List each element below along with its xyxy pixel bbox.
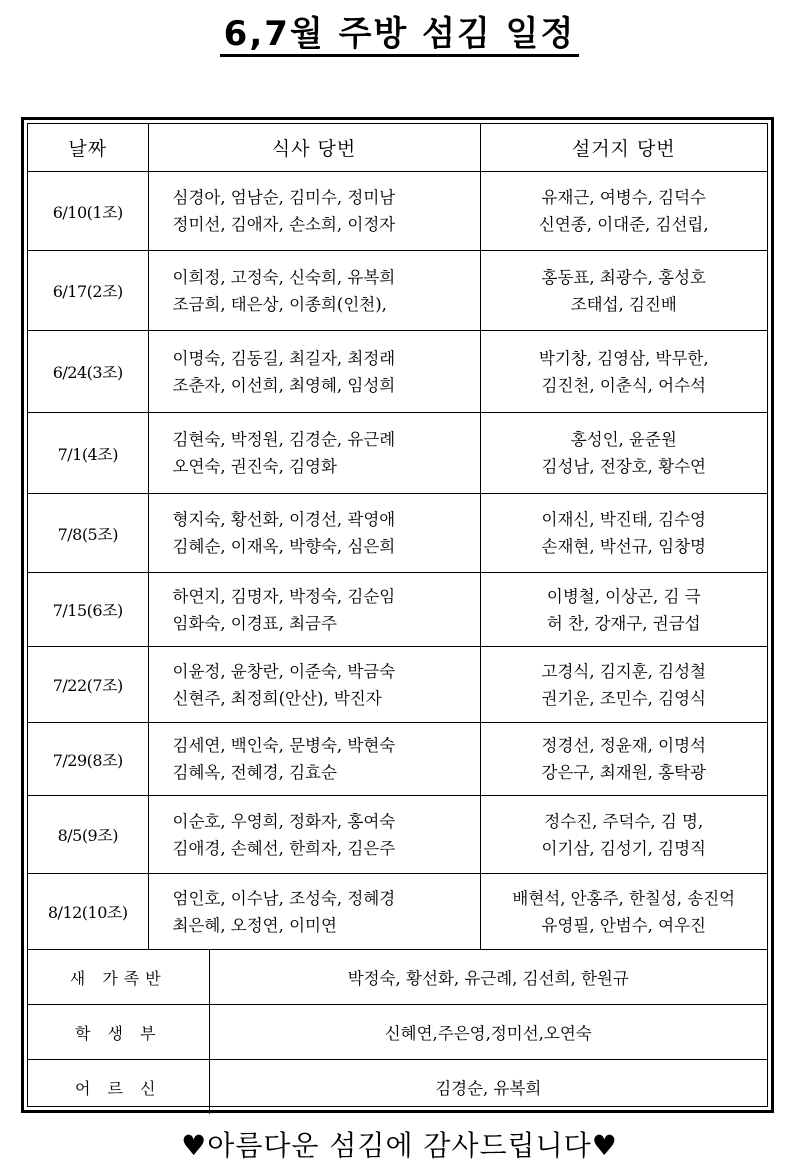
meal-duty-line: 김세연, 백인숙, 문병숙, 박현숙 [172, 736, 396, 755]
wash-duty-line: 신연종, 이대준, 김선립, [538, 215, 709, 234]
schedule-table-inner [27, 123, 768, 1107]
wash-duty-line: 박기창, 김영삼, 박무한, [538, 348, 709, 368]
wash-duty-line: 유영필, 안범수, 여우진 [541, 915, 706, 935]
wash-duty-cell [480, 494, 767, 573]
meal-duty-line: 최은혜, 오정연, 이미연 [172, 915, 337, 935]
table-row [28, 647, 767, 723]
meal-duty-line: 김혜옥, 전혜경, 김효순 [172, 763, 337, 782]
wash-duty-line: 이병철, 이상곤, 김 극 [546, 586, 701, 606]
meal-duty-line: 신현주, 최정희(안산), 박진자 [172, 688, 382, 708]
meal-duty-cell [148, 874, 480, 950]
extra-group-row [28, 1005, 767, 1060]
meal-duty-cell [148, 647, 480, 723]
meal-column-header: 식사 당번 [148, 124, 480, 172]
meal-duty-line: 조금희, 태은상, 이종희(인천), [172, 294, 387, 314]
extra-group-names: 김경순, 유복희 [209, 1060, 767, 1115]
wash-duty-cell [480, 413, 767, 494]
table-row [28, 573, 767, 647]
row-date: 7/15(6조) [28, 573, 148, 647]
table-row [28, 796, 767, 874]
meal-duty-line: 이순호, 우영희, 정화자, 홍여숙 [172, 811, 396, 831]
wash-duty-line: 배현석, 안홍주, 한칠성, 송진억 [512, 888, 736, 908]
wash-duty-cell [480, 172, 767, 251]
wash-duty-cell [480, 573, 767, 647]
schedule-table-frame [21, 117, 774, 1113]
extra-groups-table [28, 950, 767, 1114]
extra-group-label: 학 생 부 [28, 1005, 209, 1060]
row-date: 6/24(3조) [28, 331, 148, 413]
wash-duty-cell [480, 723, 767, 796]
extra-group-row [28, 1060, 767, 1115]
wash-duty-cell [480, 331, 767, 413]
date-column-header: 날짜 [28, 124, 148, 172]
wash-duty-line: 허 찬, 강재구, 권금섭 [546, 613, 701, 633]
row-date: 7/22(7조) [28, 647, 148, 723]
wash-duty-line: 홍성인, 윤준원 [570, 430, 677, 449]
footer-thanks: ♥아름다운 섬김에 감사드립니다♥ [181, 1129, 618, 1162]
meal-duty-line: 임화숙, 이경표, 최금주 [172, 613, 337, 633]
row-date: 7/1(4조) [28, 413, 148, 494]
meal-duty-cell [148, 796, 480, 874]
wash-duty-line: 이재신, 박진태, 김수영 [541, 510, 706, 529]
page-title [0, 12, 799, 56]
meal-duty-cell [148, 331, 480, 413]
meal-duty-line: 하연지, 김명자, 박정숙, 김순임 [172, 586, 396, 606]
meal-duty-line: 심경아, 엄남순, 김미수, 정미남 [172, 188, 396, 207]
meal-duty-cell [148, 172, 480, 251]
wash-duty-line: 권기운, 조민수, 김영식 [541, 688, 706, 708]
meal-duty-cell [148, 723, 480, 796]
meal-duty-line: 이희정, 고정숙, 신숙희, 유복희 [172, 267, 396, 287]
extra-group-label: 새 가족반 [28, 950, 209, 1005]
row-date: 6/17(2조) [28, 251, 148, 331]
wash-duty-line: 김진천, 이춘식, 어수석 [541, 375, 706, 395]
meal-duty-line: 엄인호, 이수남, 조성숙, 정혜경 [172, 888, 396, 908]
extra-group-names: 박정숙, 황선화, 유근례, 김선희, 한원규 [209, 950, 767, 1005]
meal-duty-cell [148, 413, 480, 494]
meal-duty-line: 이윤정, 윤창란, 이준숙, 박금숙 [172, 661, 396, 681]
meal-duty-cell [148, 251, 480, 331]
meal-duty-cell [148, 494, 480, 573]
schedule-table [28, 124, 767, 950]
extra-group-names: 신혜연,주은영,정미선,오연숙 [209, 1005, 767, 1060]
wash-column-header: 설거지 당번 [480, 124, 767, 172]
extra-group-row [28, 950, 767, 1005]
table-row [28, 413, 767, 494]
table-row [28, 251, 767, 331]
table-row [28, 494, 767, 573]
meal-duty-line: 형지숙, 황선화, 이경선, 곽영애 [172, 510, 396, 529]
row-date: 6/10(1조) [28, 172, 148, 251]
page-title-text: 6,7월 주방 섬김 일정 [220, 14, 580, 57]
meal-duty-line: 김현숙, 박정원, 김경순, 유근례 [172, 430, 396, 449]
meal-duty-line: 정미선, 김애자, 손소희, 이정자 [172, 215, 396, 234]
table-row [28, 172, 767, 251]
table-row [28, 331, 767, 413]
wash-duty-line: 강은구, 최재원, 홍탁광 [541, 763, 706, 782]
wash-duty-line: 유재근, 여병수, 김덕수 [541, 188, 706, 207]
wash-duty-cell [480, 796, 767, 874]
meal-duty-line: 이명숙, 김동길, 최길자, 최정래 [172, 348, 396, 368]
meal-duty-line: 오연숙, 권진숙, 김영화 [172, 457, 337, 476]
wash-duty-line: 조태섭, 김진배 [570, 294, 677, 314]
meal-duty-line: 조춘자, 이선희, 최영혜, 임성희 [172, 375, 396, 395]
meal-duty-cell [148, 573, 480, 647]
extra-group-label: 어 르 신 [28, 1060, 209, 1115]
table-row [28, 723, 767, 796]
row-date: 7/29(8조) [28, 723, 148, 796]
meal-duty-line: 김애경, 손혜선, 한희자, 김은주 [172, 838, 396, 858]
wash-duty-line: 정경선, 정윤재, 이명석 [541, 736, 706, 755]
wash-duty-line: 이기삼, 김성기, 김명직 [541, 838, 706, 858]
wash-duty-cell [480, 647, 767, 723]
wash-duty-cell [480, 251, 767, 331]
meal-duty-line: 김혜순, 이재옥, 박향숙, 심은희 [172, 537, 396, 556]
wash-duty-line: 김성남, 전장호, 황수연 [541, 457, 706, 476]
wash-duty-line: 홍동표, 최광수, 홍성호 [541, 267, 706, 287]
row-date: 8/12(10조) [28, 874, 148, 950]
table-row [28, 874, 767, 950]
wash-duty-line: 고경식, 김지훈, 김성철 [541, 661, 706, 681]
table-header-row [28, 124, 767, 172]
row-date: 8/5(9조) [28, 796, 148, 874]
wash-duty-cell [480, 874, 767, 950]
row-date: 7/8(5조) [28, 494, 148, 573]
wash-duty-line: 정수진, 주덕수, 김 명, [544, 811, 704, 831]
wash-duty-line: 손재현, 박선규, 임창명 [541, 537, 706, 556]
